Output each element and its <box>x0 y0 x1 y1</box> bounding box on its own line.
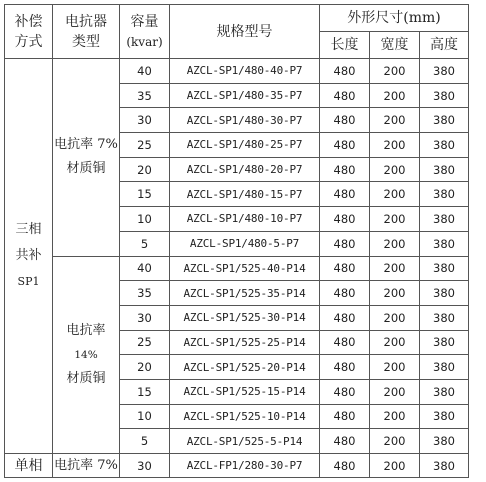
length-cell: 480 <box>320 305 370 330</box>
model-cell: AZCL-SP1/480-35-P7 <box>170 83 320 108</box>
reactor-spec-table <box>4 4 469 478</box>
width-cell: 200 <box>370 133 420 158</box>
capacity-cell: 35 <box>120 83 170 108</box>
height-cell: 380 <box>420 330 469 355</box>
width-cell: 200 <box>370 305 420 330</box>
width-cell: 200 <box>370 108 420 133</box>
method-cell <box>5 59 53 454</box>
group2-type-cell <box>53 256 120 454</box>
width-cell: 200 <box>370 207 420 232</box>
model-cell: AZCL-SP1/525-15-P14 <box>170 379 320 404</box>
model-cell: AZCL-SP1/480-5-P7 <box>170 231 320 256</box>
width-cell: 200 <box>370 59 420 84</box>
capacity-cell: 40 <box>120 59 170 84</box>
table-row <box>5 59 469 84</box>
width-cell: 200 <box>370 256 420 281</box>
width-cell: 200 <box>370 182 420 207</box>
model-cell: AZCL-SP1/525-25-P14 <box>170 330 320 355</box>
capacity-cell: 30 <box>120 108 170 133</box>
model-cell: AZCL-SP1/525-20-P14 <box>170 355 320 380</box>
height-cell: 380 <box>420 454 469 478</box>
height-cell: 380 <box>420 429 469 454</box>
height-cell: 380 <box>420 108 469 133</box>
header-dimensions: 外形尺寸(mm) <box>320 5 469 32</box>
width-cell: 200 <box>370 454 420 478</box>
type-label-line: 14% <box>74 348 98 361</box>
table-row-last <box>5 454 469 478</box>
header-width: 宽度 <box>370 32 420 59</box>
capacity-cell: 30 <box>120 305 170 330</box>
length-cell: 480 <box>320 133 370 158</box>
height-cell: 380 <box>420 305 469 330</box>
header-type-line2: 类型 <box>72 33 100 50</box>
capacity-cell: 30 <box>120 454 170 478</box>
length-cell: 480 <box>320 59 370 84</box>
height-cell: 380 <box>420 133 469 158</box>
header-method-line1: 补偿 <box>14 13 43 30</box>
width-cell: 200 <box>370 379 420 404</box>
type-label-line: 材质铜 <box>66 161 106 177</box>
header-capacity-unit: (kvar) <box>126 34 163 49</box>
height-cell: 380 <box>420 379 469 404</box>
width-cell: 200 <box>370 429 420 454</box>
capacity-cell: 25 <box>120 133 170 158</box>
capacity-cell: 20 <box>120 157 170 182</box>
header-type-line1: 电抗器 <box>65 13 107 30</box>
capacity-cell: 20 <box>120 355 170 380</box>
method-label-line: 共补 <box>15 248 42 263</box>
length-cell: 480 <box>320 182 370 207</box>
length-cell: 480 <box>320 256 370 281</box>
header-model: 规格型号 <box>170 5 320 59</box>
height-cell: 380 <box>420 182 469 207</box>
capacity-cell: 10 <box>120 207 170 232</box>
capacity-cell: 10 <box>120 404 170 429</box>
model-cell: AZCL-SP1/480-40-P7 <box>170 59 320 84</box>
capacity-cell: 5 <box>120 231 170 256</box>
method-label-line: SP1 <box>17 275 40 288</box>
length-cell: 480 <box>320 330 370 355</box>
model-cell: AZCL-SP1/525-5-P14 <box>170 429 320 454</box>
height-cell: 380 <box>420 281 469 306</box>
capacity-cell: 15 <box>120 379 170 404</box>
header-type <box>53 5 120 59</box>
height-cell: 380 <box>420 231 469 256</box>
model-cell: AZCL-SP1/480-15-P7 <box>170 182 320 207</box>
header-capacity-line1: 容量 <box>130 13 159 30</box>
model-cell: AZCL-SP1/525-10-P14 <box>170 404 320 429</box>
length-cell: 480 <box>320 454 370 478</box>
header-method <box>5 5 53 59</box>
type-label-line: 电抗率 <box>66 322 106 338</box>
length-cell: 480 <box>320 83 370 108</box>
last-method-cell: 单相 <box>5 454 53 478</box>
length-cell: 480 <box>320 404 370 429</box>
height-cell: 380 <box>420 207 469 232</box>
model-cell: AZCL-SP1/480-30-P7 <box>170 108 320 133</box>
model-cell: AZCL-FP1/280-30-P7 <box>170 454 320 478</box>
header-method-line2: 方式 <box>14 33 43 50</box>
length-cell: 480 <box>320 108 370 133</box>
model-cell: AZCL-SP1/480-25-P7 <box>170 133 320 158</box>
capacity-cell: 15 <box>120 182 170 207</box>
last-type-cell: 电抗率 7% <box>53 454 120 478</box>
capacity-cell: 25 <box>120 330 170 355</box>
model-cell: AZCL-SP1/480-10-P7 <box>170 207 320 232</box>
length-cell: 480 <box>320 207 370 232</box>
height-cell: 380 <box>420 404 469 429</box>
length-cell: 480 <box>320 281 370 306</box>
model-cell: AZCL-SP1/525-40-P14 <box>170 256 320 281</box>
spec-table-container <box>4 4 469 478</box>
length-cell: 480 <box>320 231 370 256</box>
header-height: 高度 <box>420 32 469 59</box>
table-row <box>5 256 469 281</box>
method-label-line: 三相 <box>15 222 42 237</box>
capacity-cell: 5 <box>120 429 170 454</box>
width-cell: 200 <box>370 281 420 306</box>
height-cell: 380 <box>420 83 469 108</box>
model-cell: AZCL-SP1/525-35-P14 <box>170 281 320 306</box>
header-capacity <box>120 5 170 59</box>
height-cell: 380 <box>420 157 469 182</box>
width-cell: 200 <box>370 231 420 256</box>
model-cell: AZCL-SP1/480-20-P7 <box>170 157 320 182</box>
type-label-line: 材质铜 <box>66 370 106 386</box>
width-cell: 200 <box>370 157 420 182</box>
width-cell: 200 <box>370 83 420 108</box>
group1-type-cell <box>53 59 120 257</box>
width-cell: 200 <box>370 355 420 380</box>
width-cell: 200 <box>370 404 420 429</box>
height-cell: 380 <box>420 59 469 84</box>
length-cell: 480 <box>320 355 370 380</box>
length-cell: 480 <box>320 379 370 404</box>
capacity-cell: 35 <box>120 281 170 306</box>
length-cell: 480 <box>320 429 370 454</box>
length-cell: 480 <box>320 157 370 182</box>
height-cell: 380 <box>420 355 469 380</box>
header-length: 长度 <box>320 32 370 59</box>
model-cell: AZCL-SP1/525-30-P14 <box>170 305 320 330</box>
capacity-cell: 40 <box>120 256 170 281</box>
width-cell: 200 <box>370 330 420 355</box>
height-cell: 380 <box>420 256 469 281</box>
type-label-line: 电抗率 7% <box>54 137 118 153</box>
